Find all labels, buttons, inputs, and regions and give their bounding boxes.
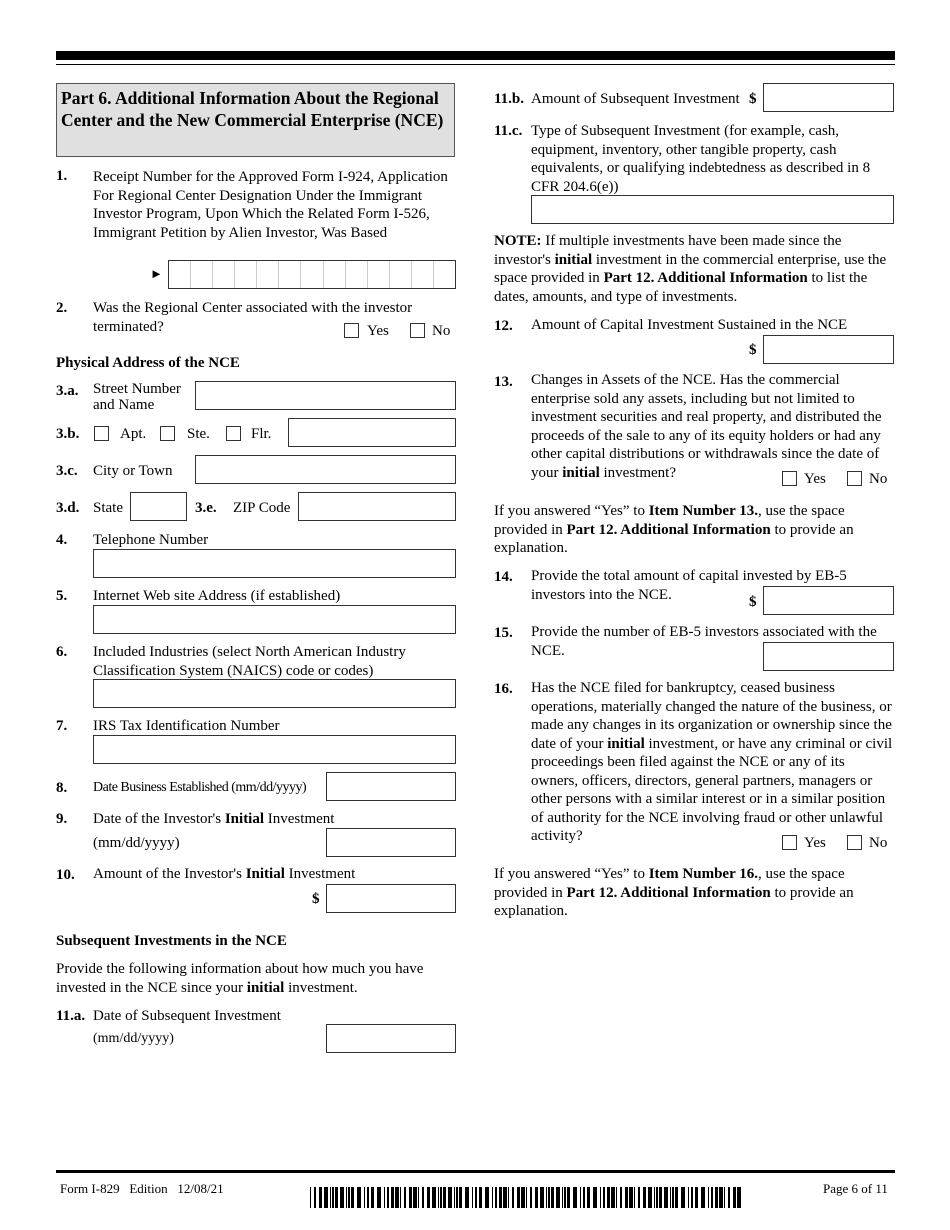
barcode-bar [629,1187,633,1208]
street-label: Street Number and Name [93,381,181,413]
item-11c-number: 11.c. [494,123,523,139]
barcode-bar [654,1187,655,1208]
item-7-number: 7. [56,718,68,734]
barcode-bar [448,1187,452,1208]
subsequent-heading: Subsequent Investments in the NCE [56,933,287,949]
barcode-bar [603,1187,605,1208]
item-13-followup: If you answered “Yes” to Item Number 13., use the space provided in Part 12. Additional Information to provide an explanation. [494,503,854,556]
barcode-bar [711,1187,713,1208]
capital-sustained-input[interactable] [763,335,894,364]
barcode-bar [625,1187,628,1208]
barcode-bar [371,1187,374,1208]
item-16-yes-label: Yes [804,835,826,851]
barcode-bar [695,1187,698,1208]
barcode-bar [432,1187,436,1208]
barcode-bar [546,1187,547,1208]
item-16-number: 16. [494,681,513,697]
item-13-yes-checkbox[interactable] [782,471,797,486]
barcode-bar [364,1187,365,1208]
barcode-bar [367,1187,369,1208]
top-rule-thin [56,64,895,65]
barcode-bar [454,1187,455,1208]
total-capital-label: Provide the total amount of capital invested by EB-5 investors into the NCE. [531,568,847,603]
state-input[interactable] [130,492,187,521]
apt-checkbox[interactable] [94,426,109,441]
barcode-bar [346,1187,347,1208]
item-3b-number: 3.b. [56,426,80,442]
barcode-bar [521,1187,525,1208]
initial-amount-label: Amount of the Investor's Initial Investment [93,866,356,882]
barcode-bar [459,1187,462,1208]
initial-date-format: (mm/dd/yyyy) [93,835,180,851]
barcode-bar [479,1187,482,1208]
barcode-bar [616,1187,617,1208]
city-label: City or Town [93,463,173,479]
item-2-no-label: No [432,323,451,339]
barcode-bar [580,1187,581,1208]
irs-tin-input[interactable] [93,735,456,764]
receipt-number-input[interactable] [168,260,456,289]
barcode-bar [310,1187,311,1208]
barcode-bar [562,1187,563,1208]
item-2-number: 2. [56,300,68,316]
item-3e-number: 3.e. [195,500,217,516]
barcode-bar [638,1187,640,1208]
barcode-bar [634,1187,635,1208]
barcode-bar [548,1187,550,1208]
barcode-bar [387,1187,389,1208]
item-3a-number: 3.a. [56,383,79,399]
apt-label: Apt. [120,426,147,442]
website-input[interactable] [93,605,456,634]
barcode-bar [691,1187,693,1208]
total-capital-input[interactable] [763,586,894,615]
date-established-label: Date Business Established (mm/dd/yyyy) [93,780,307,795]
item-6-number: 6. [56,644,68,660]
barcode-bar [314,1187,316,1208]
telephone-input[interactable] [93,549,456,578]
barcode-bar [620,1187,622,1208]
barcode-bar [438,1187,439,1208]
page-number: Page 6 of 11 [823,1181,888,1196]
item-2-label: Was the Regional Center associated with the investor terminated? [93,300,413,335]
barcode-bar [733,1187,736,1208]
item-3c-number: 3.c. [56,463,78,479]
date-established-input[interactable] [326,772,456,801]
barcode-bar [418,1187,419,1208]
irs-tin-label: IRS Tax Identification Number [93,718,280,734]
physical-address-heading: Physical Address of the NCE [56,355,240,371]
barcode-bar [656,1187,658,1208]
barcode-bar [535,1187,538,1208]
barcode-bar [427,1187,430,1208]
barcode-bar [409,1187,412,1208]
subsequent-type-label: Type of Subsequent Investment (for example, cash, equipment, inventory, other tangible property, cash equivalents, or qualifying indebtedness as described in 8 CFR 204.6(e)) [531,123,871,195]
item-16-followup: If you answered “Yes” to Item Number 16., use the space provided in Part 12. Additional Information to provide an explanation. [494,866,854,919]
item-11a-number: 11.a. [56,1008,86,1024]
barcode-bar [593,1187,597,1208]
top-rule [56,51,895,60]
barcode-bar [670,1187,671,1208]
subsequent-date-input[interactable] [326,1024,456,1053]
barcode-bar [611,1187,615,1208]
barcode-bar [351,1187,354,1208]
item-13-number: 13. [494,374,513,390]
subsequent-amount-input[interactable] [763,83,894,112]
item-8-number: 8. [56,780,68,796]
barcode-bar [587,1187,590,1208]
barcode-bar [567,1187,570,1208]
barcode-bar [413,1187,417,1208]
barcode-bar [330,1187,331,1208]
initial-date-input[interactable] [326,828,456,857]
state-label: State [93,500,123,516]
item-13-yes-label: Yes [804,471,826,487]
investor-count-input[interactable] [763,642,894,671]
ste-label: Ste. [187,426,210,442]
barcode-bar [556,1187,560,1208]
city-input[interactable] [195,455,456,484]
barcode-bar [332,1187,334,1208]
investor-count-label: Provide the number of EB-5 investors associated with the NCE. [531,624,877,659]
barcode-bar [492,1187,493,1208]
barcode [310,1187,742,1208]
barcode-bar [715,1187,718,1208]
barcode-bar [600,1187,601,1208]
barcode-bar [422,1187,424,1208]
barcode-bar [395,1187,399,1208]
naics-label: Included Industries (select North American Industry Classification System (NAICS) code or codes) [93,644,406,679]
barcode-bar [472,1187,473,1208]
barcode-bar [508,1187,509,1208]
barcode-bar [340,1187,344,1208]
barcode-bar [495,1187,497,1208]
subsequent-intro: Provide the following information about how much you have invested in the NCE since your initial investment. [56,961,424,996]
barcode-bar [485,1187,489,1208]
flr-checkbox[interactable] [226,426,241,441]
barcode-bar [675,1187,678,1208]
item-1-number: 1. [56,168,68,184]
part-title: Part 6. Additional Information About the Regional Center and the New Commercial Enterprise (NCE) [56,83,455,157]
item-15-number: 15. [494,625,513,641]
note-text: NOTE: If multiple investments have been made since the investor's initial investment in the commercial enterprise, use the space provided in Part 12. Additional Information to list the dates, amounts, and type of investments. [494,233,887,305]
item-10-number: 10. [56,867,75,883]
barcode-bar [404,1187,406,1208]
website-label: Internet Web site Address (if established) [93,588,341,604]
barcode-bar [540,1187,544,1208]
subsequent-amount-label: Amount of Subsequent Investment [531,91,740,107]
barcode-bar [384,1187,385,1208]
barcode-bar [737,1187,741,1208]
barcode-bar [659,1187,662,1208]
barcode-bar [526,1187,527,1208]
barcode-bar [648,1187,652,1208]
barcode-bar [391,1187,394,1208]
item-13-no-checkbox[interactable] [847,471,862,486]
item-1-label: Receipt Number for the Approved Form I-924, Application For Regional Center Designation Under the Immigrant Investor Program, Upon Which the Related Form I-526, Immigrant Petition by Alien Investor, Was Based [93,169,448,241]
barcode-bar [357,1187,361,1208]
item-2-no-checkbox[interactable] [410,323,425,338]
subsequent-date-format: (mm/dd/yyyy) [93,1031,174,1046]
dollar-sign: $ [749,342,757,358]
initial-amount-input[interactable] [326,884,456,913]
item-5-number: 5. [56,588,68,604]
flr-label: Flr. [251,426,272,442]
asset-changes-label: Changes in Assets of the NCE. Has the commercial enterprise sold any assets, including but not limited to investment securities and real property, and distributed the proceeds of the sale to any of its equity holders or had any other capital distributions or withdrawals since the date of your initial investment? [531,372,882,481]
barcode-bar [672,1187,674,1208]
item-2-yes-label: Yes [367,323,389,339]
barcode-bar [719,1187,723,1208]
dollar-sign: $ [312,891,320,907]
barcode-bar [475,1187,477,1208]
capital-sustained-label: Amount of Capital Investment Sustained in the NCE [531,317,848,333]
barcode-bar [517,1187,520,1208]
item-3d-number: 3.d. [56,500,80,516]
barcode-bar [551,1187,554,1208]
barcode-bar [681,1187,685,1208]
initial-date-label: Date of the Investor's Initial Investment [93,811,335,827]
item-14-number: 14. [494,569,513,585]
barcode-bar [335,1187,338,1208]
barcode-bar [564,1187,566,1208]
item-16-yes-checkbox[interactable] [782,835,797,850]
footer-rule [56,1170,895,1173]
subsequent-type-input[interactable] [531,195,894,224]
barcode-bar [319,1187,322,1208]
barcode-bar [701,1187,705,1208]
barcode-bar [324,1187,328,1208]
naics-input[interactable] [93,679,456,708]
barcode-bar [512,1187,514,1208]
barcode-bar [573,1187,577,1208]
barcode-bar [607,1187,610,1208]
barcode-bar [728,1187,730,1208]
street-input[interactable] [195,381,456,410]
item-13-no-label: No [869,471,888,487]
barcode-bar [724,1187,725,1208]
arrow-icon: ► [150,266,163,281]
barcode-bar [530,1187,532,1208]
barcode-bar [503,1187,507,1208]
barcode-bar [583,1187,585,1208]
form-edition: Form I-829 Edition 12/08/21 [60,1181,224,1196]
bankruptcy-label: Has the NCE filed for bankruptcy, ceased business operations, materially changed the nature of the business, or made any changes in its organization or ownership since the date of your initial investment, or have any criminal or civil proceedings been filed against the NCE or any of its owners, officers, directors, general partners, managers or other persons with a similar interest or in a similar position of authority for the NCE involving fraud or other unlawful activity? [531,680,893,844]
barcode-bar [348,1187,350,1208]
barcode-bar [443,1187,446,1208]
barcode-bar [643,1187,646,1208]
item-2-yes-checkbox[interactable] [344,323,359,338]
item-4-number: 4. [56,532,68,548]
barcode-bar [465,1187,469,1208]
zip-input[interactable] [298,492,456,521]
zip-label: ZIP Code [233,500,291,516]
barcode-bar [440,1187,442,1208]
unit-number-input[interactable] [288,418,456,447]
item-12-number: 12. [494,318,513,334]
barcode-bar [499,1187,502,1208]
dollar-sign: $ [749,594,757,610]
subsequent-date-label: Date of Subsequent Investment [93,1008,281,1024]
barcode-bar [377,1187,381,1208]
item-11b-number: 11.b. [494,91,525,107]
item-16-no-label: No [869,835,888,851]
telephone-label: Telephone Number [93,532,209,548]
barcode-bar [400,1187,401,1208]
barcode-bar [664,1187,668,1208]
barcode-bar [688,1187,689,1208]
dollar-sign: $ [749,91,757,107]
barcode-bar [708,1187,709,1208]
barcode-bar [456,1187,458,1208]
ste-checkbox[interactable] [160,426,175,441]
item-9-number: 9. [56,811,68,827]
item-16-no-checkbox[interactable] [847,835,862,850]
